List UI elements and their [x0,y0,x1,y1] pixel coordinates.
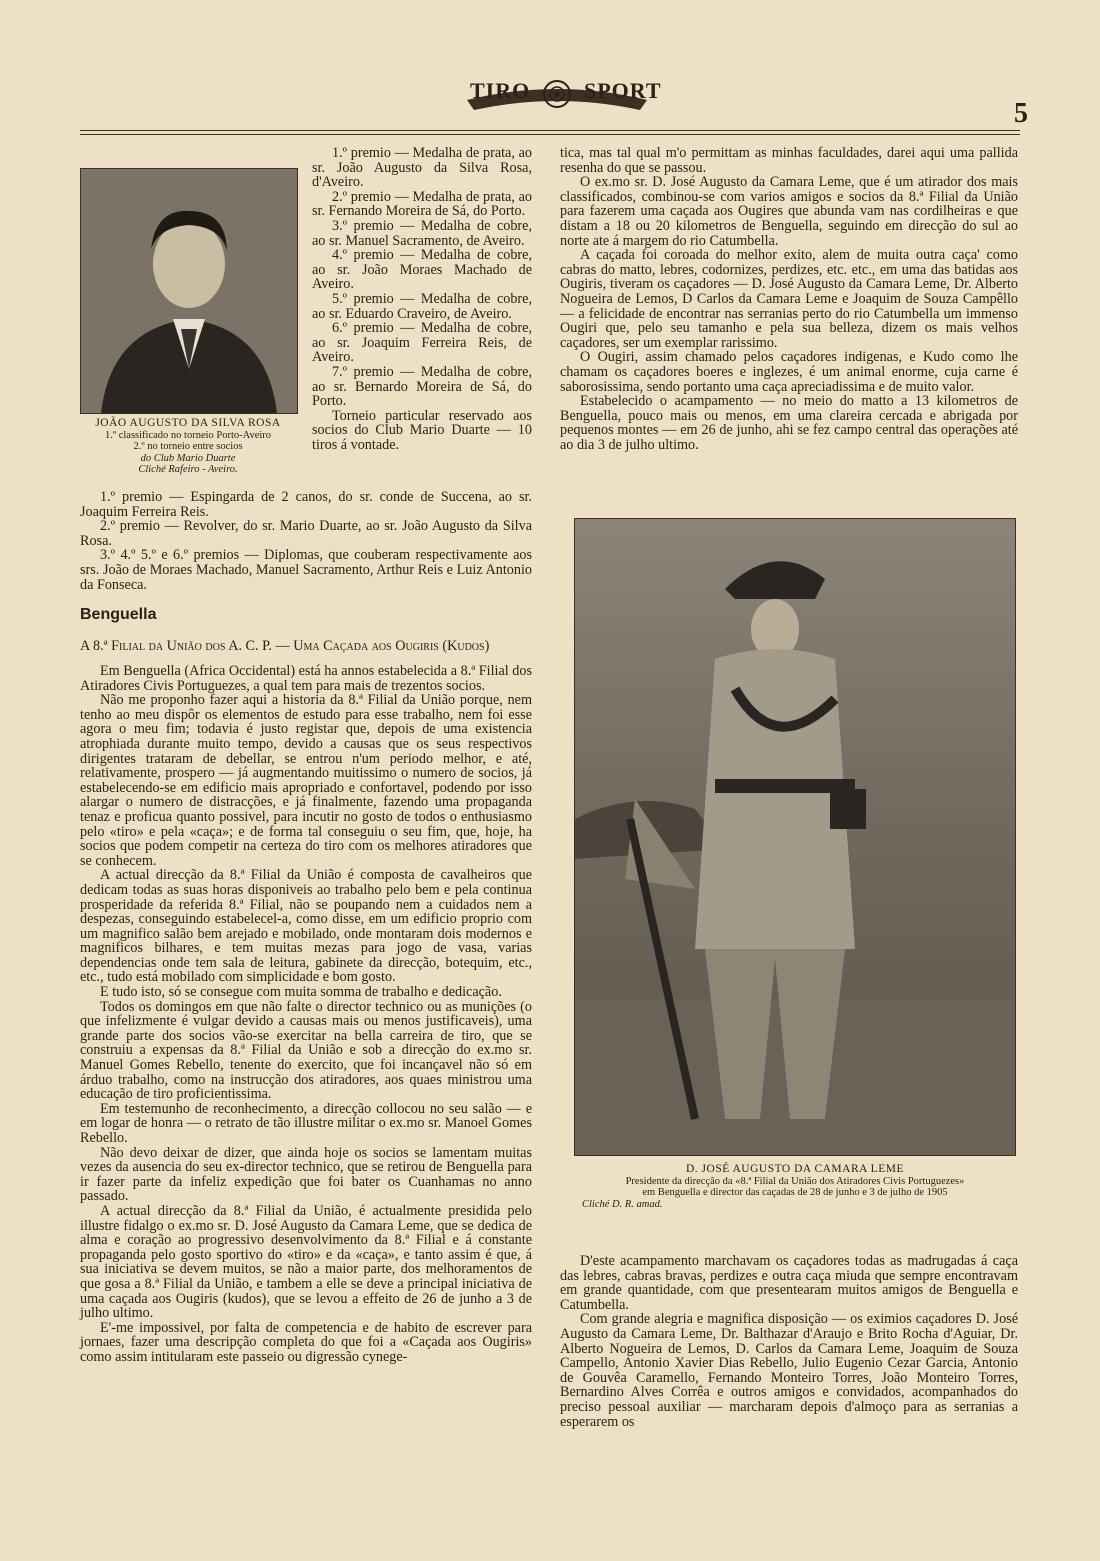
paragraph: A actual direcção da 8.ª Filial da União é composta de cavalheiros que dedicam todas as suas horas disponiveis ao trabalho pelo bem e pela continua prosperidade da referida 8.ª Filial, não se poupando nem a cuidados nem a despezas, conseguindo estabelecel-a, como disse, em um edificio proprio com um magnifico salão bem arejado e mobilado, onde montaram dois modernos e magnificos bilhares, e tem muitas mezas para jogo de vasa, varias dependencias onde tem sala de leitura, gabinete da direcção, botequim, etc., etc., tudo está mobilado com simplicidade e bom gosto. [80,867,532,986]
svg-text:SPORT: SPORT [584,78,662,103]
header-rule [80,130,1020,131]
prize-item: 6.º premio — Medalha de cobre, ao sr. Joaquim Ferreira Reis, de Aveiro. [312,320,532,366]
portrait-large-caption [560,1164,1030,1210]
paragraph: D'este acampamento marchavam os caçadores todas as madrugadas á caça das lebres, cabras bravas, perdizes e outra caça miuda que sempre encontravam em grande quantidade, com que presentearam muitos amigos de Benguella e Catumbella. [560,1253,1018,1313]
portrait-figure [81,169,297,413]
paragraph: Em testemunho de reconhecimento, a direcção collocou no seu salão — e em logar de honra — o retrato de tão illustre militar o ex.mo sr. Manoel Gomes Rebello. [80,1100,532,1146]
article-left-column [80,664,532,1365]
paragraph: A caçada foi coroada do melhor exito, alem de muita outra caça' como cabras do matto, lebres, codornizes, perdizes, etc. etc., em uma das batidas aos Ougiris, tiveram os caçadores — D. José Augusto da Camara Leme, Dr. Alberto Nogueira de Lemos, D Carlos da Camara Leme e Joaquim de Souza Campêllo — a felicidade de encontrar nas serranias perto do rio Catumbella um immenso Ougiri que, pelo seu tamanho e pela sua belleza, dizem os mais velhos caçadores, ser um exemplar rarissimo. [560,247,1018,351]
caption-credit: Cliché Rafeiro - Aveiro. [138,464,238,475]
paragraph: A actual direcção da 8.ª Filial da União, é actualmente presidida pelo illustre fidalgo o ex.mo sr. D. José Augusto da Camara Leme, que se dedica de alma e coração ao progressivo desenvolvimento da 8.ª Filial e á constante propaganda pelo gosto sportivo do «tiro» e da «caça», e tanto assim é que, á sua iniciativa se devem muitos, se não a maior parte, dos melhoramentos de que gosa a 8.ª Filial da União, e tambem a elle se deve a principal iniciativa de uma caçada aos Ougiris (kudos), que se levou a effeito de 26 de junho a 3 de julho ultimo. [80,1202,532,1322]
portrait-small-caption [60,418,316,476]
masthead-logo [462,70,662,116]
paragraph: O ex.mo sr. D. José Augusto da Camara Leme, que é um atirador dos mais classificados, combinou-se com varios amigos e socios da 8.ª Filial da União para fazerem uma caçada aos Ougires que abunda vam nas cordilheiras e que distam a 18 ou 20 kilometros de Benguella, seguindo em direcção do sul ao norte ate á margem do rio Catumbella. [560,174,1018,249]
caption-credit: Cliché D. R. amad. [582,1198,663,1210]
prize-item: 3.º premio — Medalha de cobre, ao sr. Manuel Sacramento, de Aveiro. [312,217,532,249]
caption-line: do Club Mario Duarte [140,452,236,464]
prize-item: 4.º premio — Medalha de cobre, ao sr. João Moraes Machado de Aveiro. [312,247,532,293]
torneio-note: Torneio particular reservado aos socios do Club Mario Duarte — 10 tiros á vontade. [312,407,532,453]
paragraph: Não me proponho fazer aqui a historia da 8.ª Filial da União porque, nem tenho ao meu dispôr os elementos de estudo para esse trabalho, nem foi esse agora o meu fim; todavia é justo registar que, depois de uma existencia atrophiada durante muito tempo, devido a causas que os seus respectivos dirigentes trataram de debellar, se entrou n'um periodo melhor, e até, relativamente, prospero — já augmentando muitissimo o numero de socios, já estabelecendo-se em edificio mais apropriado e confortavel, podendo por isso alargar o numero de distracções, e já finalmente, fazendo uma propaganda tenaz e proficua quanto possivel, para incutir no gosto de todos o enthusiasmo pelo «tiro» e pela «caça»; e de forma tal conseguiu o seu fim, que, hoje, ha socios que podem competir na certeza do tiro com os melhores atiradores que se conhecem. [80,692,532,869]
torneio-prizes [80,490,532,592]
article-subheading: A 8.ª Filial da União dos A. C. P. — Uma Caçada aos Ougiris (Kudos) [80,638,490,654]
article-right-column-top [560,146,1018,452]
svg-text:TIRO: TIRO [470,78,531,103]
paragraph: Em Benguella (Africa Occidental) está ha annos estabelecida a 8.ª Filial dos Atiradores Civis Portuguezes, a qual tem para mais de trezentos socios. [80,663,532,694]
prize-item: 7.º premio — Medalha de cobre, ao sr. Bernardo Moreira de Sá, do Porto. [312,363,532,410]
caption-line: Presidente da direcção da «8.ª Filial da União dos Atiradores Civis Portuguezes» [625,1175,965,1187]
caption-name: D. JOSÉ AUGUSTO DA CAMARA LEME [686,1163,904,1175]
paragraph: Não devo deixar de dizer, que ainda hoje os socios se lamentam muitas vezes da ausencia do seu ex-director technico, que se retirou de Benguella para ir fazer parte da infeliz expedição que foi bater os Cuanhamas no anno passado. [80,1144,532,1205]
portrait-camara-leme [574,518,1016,1156]
paragraph: Todos os domingos em que não falte o director technico ou as munições (o que infelizmente é vulgar devido a causas mais ou menos justificaveis), uma grande parte dos socios vão-se exercitar na bella carreira de tiro, que se construiu a expensas da 8.ª Filial da União e sob a direcção do ex.mo sr. Manuel Gomes Rebello, tenente do exercito, que foi incançavel não só em árduo trabalho, como na instrucção dos atiradores, aos quaes ministrou uma educação de tiro proficientissima. [80,998,532,1103]
prize-item: 5.º premio — Medalha de cobre, ao sr. Eduardo Craveiro, de Aveiro. [312,290,532,322]
prize-item: 2.º premio — Revolver, do sr. Mario Duarte, ao sr. João Augusto da Silva Rosa. [80,518,532,549]
prize-item: 1.º premio — Medalha de prata, ao sr. João Augusto da Silva Rosa, d'Aveiro. [312,145,532,191]
caption-line: 1.º classificado no torneio Porto-Aveiro [104,429,272,441]
paragraph: Estabelecido o acampamento — no meio do matto a 13 kilometros de Benguella, pouco mais ou menos, em uma clareira cercada e abrigada por pequenos montes — em 26 de junho, ahi se fez campo central das operações até ao dia 3 de julho ultimo. [560,393,1018,453]
paragraph: E tudo isto, só se consegue com muita somma de trabalho e dedicação. [100,984,502,1001]
prize-item: 2.º premio — Medalha de prata, ao sr. Fernando Moreira de Sá, do Porto. [312,188,532,220]
caption-name: JOÃO AUGUSTO DA SILVA ROSA [95,417,281,429]
hunter-figure [575,519,1015,1155]
header-rule-2 [80,134,1020,135]
prize-item: 3.º 4.º 5.º e 6.º premios — Diplomas, que couberam respectivamente aos srs. João de Moraes Machado, Manuel Sacramento, Arthur Reis e Luiz Antonio da Fonseca. [80,547,532,593]
paragraph: tica, mas tal qual m'o permittam as minhas faculdades, darei aqui uma pallida resenha do que se passou. [560,145,1018,176]
portrait-joao-augusto [80,168,298,414]
paragraph: E'-me impossivel, por falta de competencia e de habito de escrever para jornaes, fazer uma descripção completa do que foi a «Caçada aos Ougiris» como assim intitularam este passeio ou digressão cynege- [80,1319,532,1365]
prize-item: 1.º premio — Espingarda de 2 canos, do sr. conde de Succena, ao sr. Joaquim Ferreira Reis. [80,489,532,520]
caption-line: em Benguella e director das caçadas de 28 de junho e 3 de julho de 1905 [642,1187,948,1198]
article-right-column-bottom [560,1254,1018,1429]
paragraph: Com grande alegria e magnifica disposição — os eximios caçadores D. José Augusto da Camara Leme, Dr. Balthazar d'Araujo e Brito Rocha d'Aguiar, Dr. Alberto Nogueira de Lemos, D. Carlos da Camara Leme, Joaquim de Souza Campello, Antonio Xavier Dias Rebello, Julio Eugenio Cezar Garcia, Antonio de Gouvêa Caramello, Fernando Monteiro Torres, João Monteiro Torres, Bernardino Alves Corrêa e outros amigos e convidados, acompanhados do preciso pessoal auxiliar — marcharam depois d'almoço para as serranias a esperarem os [560,1311,1018,1430]
prize-list [312,146,532,452]
caption-line: 2.º no torneio entre socios [133,441,243,452]
article-heading: Benguella [80,606,157,623]
page-number: 5 [1014,98,1028,129]
paragraph: O Ougiri, assim chamado pelos caçadores indigenas, e Kudo como lhe chamam os caçadores boeres e inglezes, é um animal enorme, cuja carne é saborosissima, sendo portanto uma caça apreciadissima e de muito valor. [560,349,1018,395]
